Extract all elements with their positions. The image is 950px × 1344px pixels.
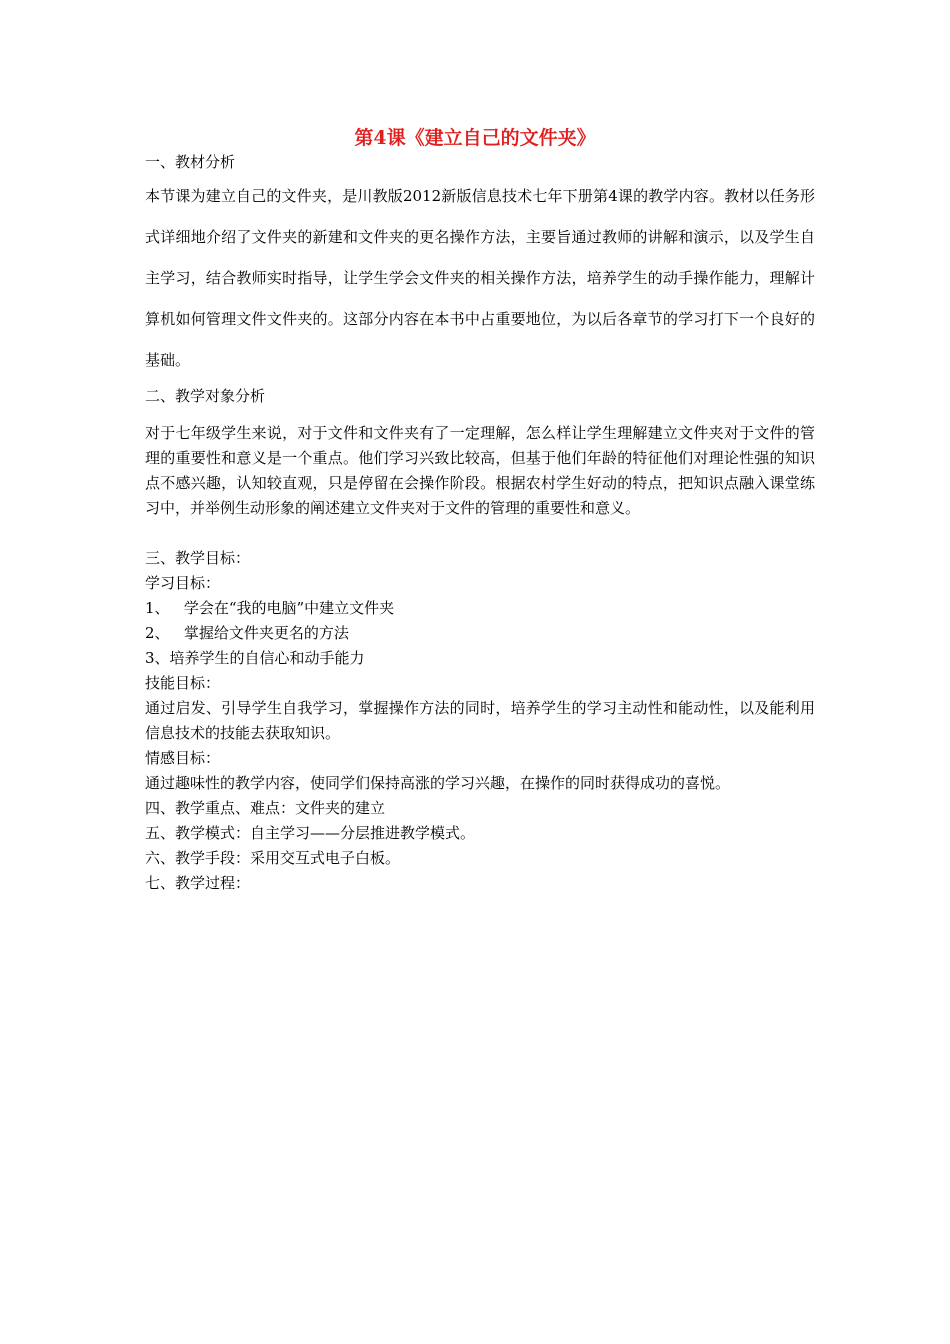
skill-goals-heading: 技能目标：: [145, 674, 221, 692]
skill-goals-paragraph: 通过启发、引导学生自我学习，掌握操作方法的同时，培养学生的学习主动性和能动性，以及能利用信息技术的技能去获取知识。: [145, 699, 815, 742]
section-1-heading: 一、教材分析: [145, 153, 236, 171]
section-4: 四、教学重点、难点：文件夹的建立: [145, 799, 386, 817]
section-2-heading: 二、教学对象分析: [145, 387, 266, 405]
learning-goal-3: 3、培养学生的自信心和动手能力: [145, 649, 365, 667]
document-title: 第4课《建立自己的文件夹》: [354, 127, 596, 149]
emotion-goals-heading: 情感目标：: [145, 749, 221, 767]
learning-goal-1: 1、 学会在“我的电脑”中建立文件夹: [145, 599, 395, 617]
learning-goal-2: 2、 掌握给文件夹更名的方法: [145, 624, 349, 642]
learning-goals-heading: 学习目标：: [145, 574, 221, 592]
section-1-paragraph: 本节课为建立自己的文件夹，是川教版2012新版信息技术七年下册第4课的教学内容。教材以任务形式详细地介绍了文件夹的新建和文件夹的更名操作方法，主要旨通过教师的讲解和演示，以及学生自主学习，结合教师实时指导，让学生学会文件夹的相关操作方法，培养学生的动手操作能力，理解计算机如何管理文件文件夹的。这部分内容在本书中占重要地位，为以后各章节的学习打下一个良好的基础。: [145, 187, 815, 369]
section-2-paragraph: 对于七年级学生来说，对于文件和文件夹有了一定理解，怎么样让学生理解建立文件夹对于文件的管理的重要性和意义是一个重点。他们学习兴致比较高，但基于他们年龄的特征他们对理论性强的知识点不感兴趣，认知较直观，只是停留在会操作阶段。根据农村学生好动的特点，把知识点融入课堂练习中，并举例生动形象的阐述建立文件夹对于文件的管理的重要性和意义。: [145, 424, 815, 517]
section-7: 七、教学过程：: [145, 874, 251, 892]
section-5: 五、教学模式：自主学习——分层推进教学模式。: [145, 824, 476, 842]
emotion-goals-paragraph: 通过趣味性的教学内容，使同学们保持高涨的学习兴趣，在操作的同时获得成功的喜悦。: [145, 774, 731, 792]
section-3-heading: 三、教学目标：: [145, 549, 251, 567]
section-6: 六、教学手段：采用交互式电子白板。: [145, 849, 401, 867]
